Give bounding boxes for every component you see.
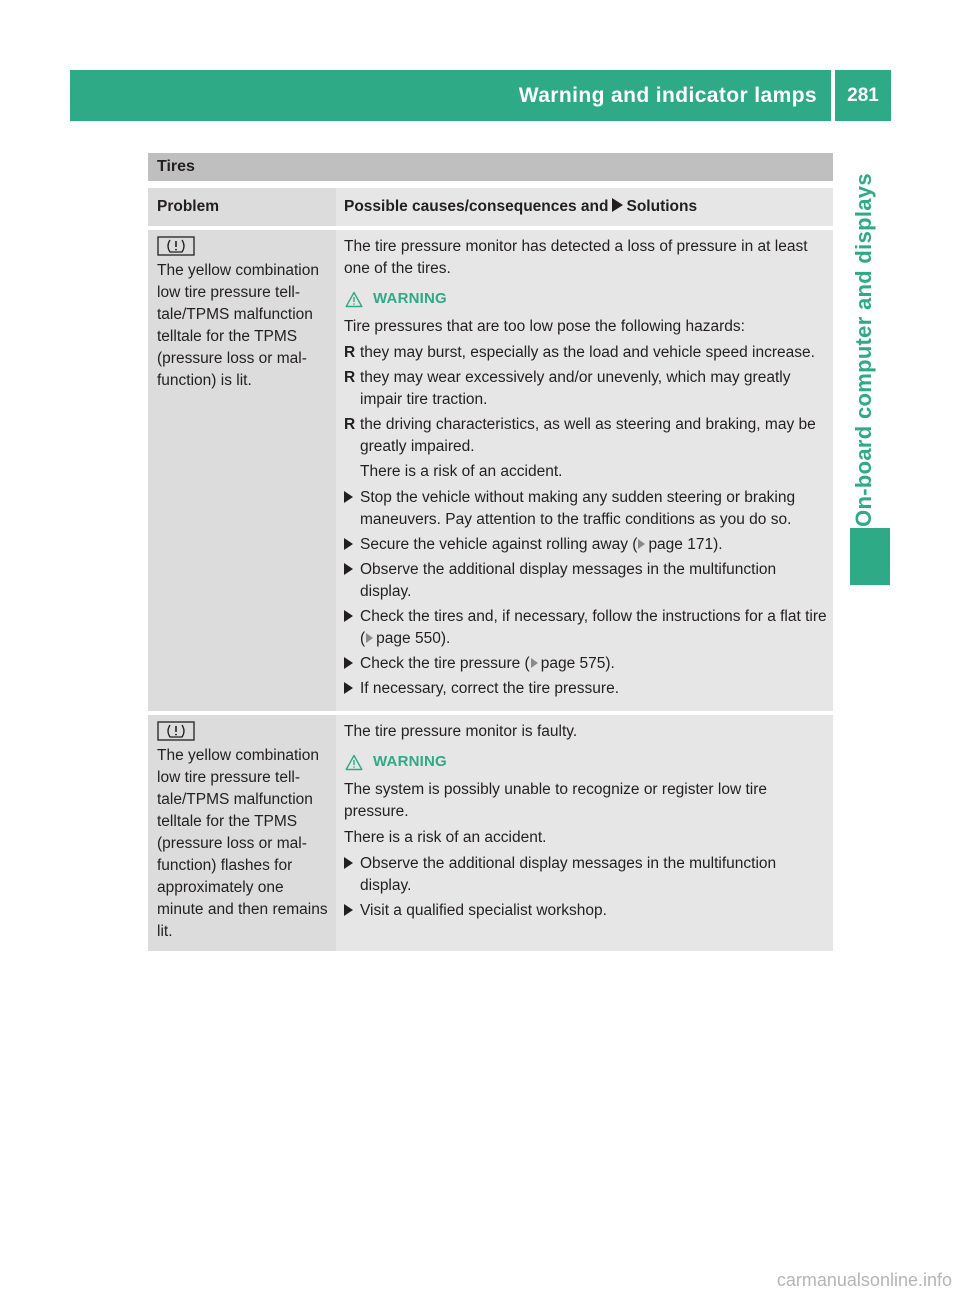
tpms-warning-icon (157, 721, 195, 741)
step-item (344, 653, 827, 675)
page-ref-icon (366, 633, 373, 643)
bullet-marker: R (344, 369, 356, 386)
problem-cell (148, 715, 336, 951)
step-text-part: Check the tires and, if necessary, follow the instructions for a flat tire ( (360, 608, 827, 647)
step-arrow-icon (344, 534, 360, 556)
warning-triangle-icon (345, 291, 363, 308)
step-text: Stop the vehicle without making any sudden steering or braking maneuvers. Pay attention to the traffic conditions as you do so. (360, 489, 796, 528)
step-item (344, 559, 827, 603)
page-reference[interactable]: page 171 (648, 536, 714, 553)
table-row (148, 715, 833, 951)
hazard-text: they may wear excessively and/or unevenly, which may greatly impair tire traction. (360, 369, 791, 408)
section-title: Warning and indicator lamps (518, 84, 817, 107)
list-item (344, 342, 827, 364)
page-reference[interactable]: page 550 (376, 630, 441, 647)
side-tab-marker (850, 528, 890, 585)
risk-text: There is a risk of an accident. (360, 463, 563, 480)
step-item (344, 678, 827, 700)
step-arrow-icon (344, 487, 360, 531)
step-text (360, 534, 723, 556)
problem-text: The yellow combination low tire pressure tell-tale/TPMS malfunction telltale for the TPMS (pressure loss or mal-function) is lit. (157, 262, 319, 389)
warning-label: WARNING (373, 290, 447, 307)
tpms-warning-icon (157, 236, 195, 256)
table-header-row (148, 188, 833, 226)
page-ref-icon (531, 658, 538, 668)
step-text (360, 653, 615, 675)
bullet-marker: R (344, 416, 356, 433)
table-row (148, 230, 833, 711)
cause-text: The tire pressure monitor is faulty. (344, 723, 578, 740)
header-solutions (336, 188, 833, 226)
hazard-text: the driving characteristics, as well as steering and braking, may be greatly impaired. (360, 416, 816, 455)
hazard-text: they may burst, especially as the load and vehicle speed increase. (360, 344, 815, 361)
page-ref-icon (638, 539, 645, 549)
cause-text: The tire pressure monitor has detected a loss of pressure in at least one of the tires. (344, 238, 808, 277)
step-arrow-icon (344, 653, 360, 675)
list-item (344, 414, 827, 458)
warning-triangle-icon (345, 754, 363, 771)
problem-cell (148, 230, 336, 711)
step-text-end: ). (713, 536, 723, 553)
step-item (344, 606, 827, 650)
action-arrow-icon (612, 198, 623, 212)
hazards-intro: Tire pressures that are too low pose the following hazards: (344, 318, 745, 335)
step-arrow-icon (344, 606, 360, 650)
risk-text: There is a risk of an accident. (344, 829, 547, 846)
watermark: carmanualsonline.info (776, 1270, 952, 1290)
step-text: Visit a qualified specialist workshop. (360, 902, 607, 919)
side-tab-label: On-board computer and displays (851, 173, 876, 527)
page-header (70, 70, 891, 121)
solution-cell (336, 715, 833, 951)
step-arrow-icon (344, 900, 360, 922)
warning-heading (344, 288, 827, 310)
header-problem: Problem (148, 188, 336, 226)
warning-heading (344, 751, 827, 773)
step-text-end: ). (605, 655, 615, 672)
problem-text: The yellow combination low tire pressure tell-tale/TPMS malfunction telltale for the TPMS (pressure loss or mal-function) flashes for approximately one minute and then remains lit. (157, 747, 328, 940)
step-text-part: Secure the vehicle against rolling away ( (360, 536, 638, 553)
header-solutions-suffix: Solutions (626, 198, 698, 215)
step-arrow-icon (344, 853, 360, 897)
table-title: Tires (148, 153, 833, 181)
warning-label: WARNING (373, 753, 447, 770)
step-text: If necessary, correct the tire pressure. (360, 680, 620, 697)
step-item (344, 534, 827, 556)
step-item (344, 853, 827, 897)
step-item (344, 487, 827, 531)
tires-table (148, 153, 833, 951)
step-text (360, 606, 827, 650)
warning-note: The system is possibly unable to recognize or register low tire pressure. (344, 781, 767, 820)
header-solutions-prefix: Possible causes/consequences and (344, 198, 609, 215)
step-arrow-icon (344, 559, 360, 603)
side-tab (839, 115, 889, 585)
bullet-marker: R (344, 344, 356, 361)
step-text-part: Check the tire pressure ( (360, 655, 530, 672)
list-item (344, 367, 827, 411)
step-text: Observe the additional display messages in the multifunction display. (360, 855, 777, 894)
step-text: Observe the additional display messages in the multifunction display. (360, 561, 777, 600)
page-number: 281 (847, 85, 879, 106)
step-text-end: ). (440, 630, 451, 647)
solution-cell (336, 230, 833, 711)
step-arrow-icon (344, 678, 360, 700)
page-reference[interactable]: page 575 (540, 655, 606, 672)
step-item (344, 900, 827, 922)
